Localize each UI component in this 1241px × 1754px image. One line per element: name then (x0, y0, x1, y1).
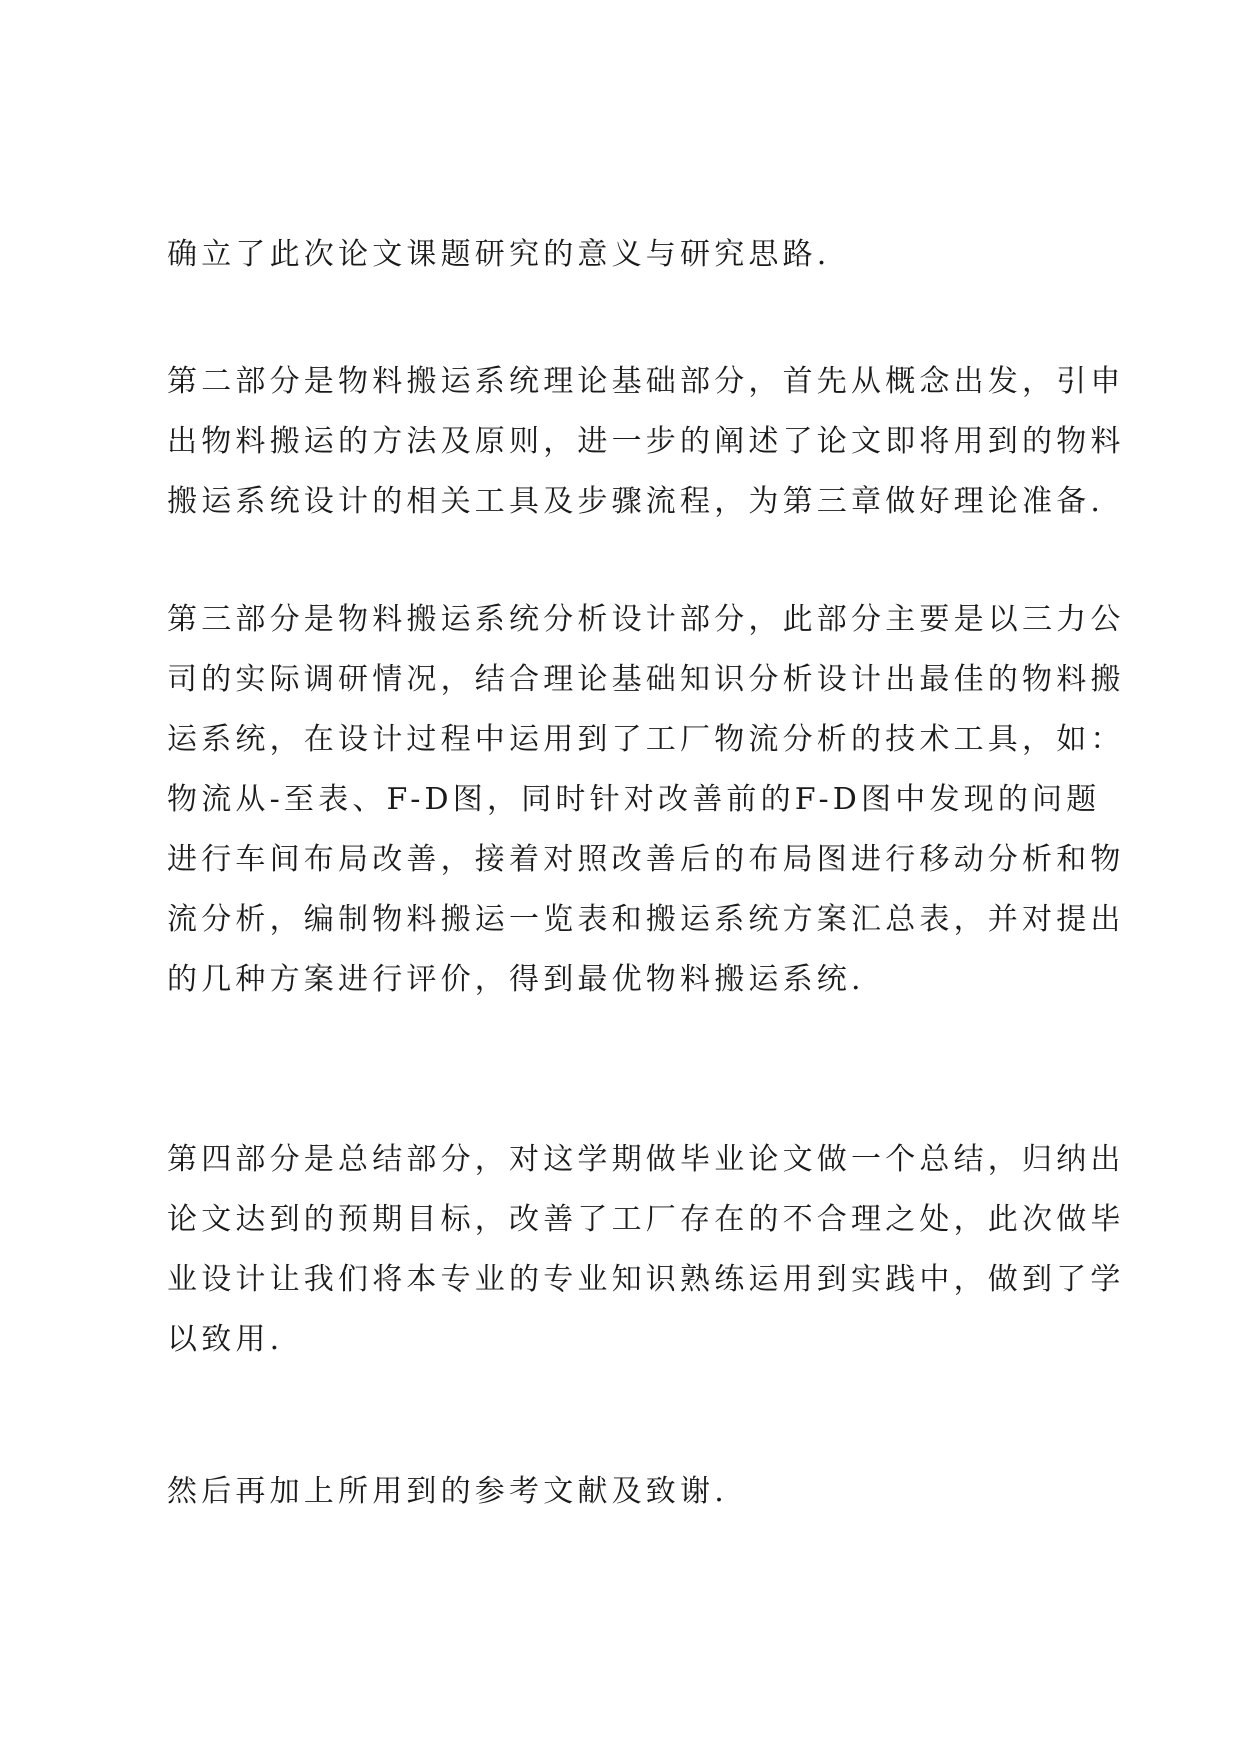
paragraph-line: 第四部分是总结部分，对这学期做毕业论文做一个总结，归纳出 (167, 1142, 1125, 1177)
paragraph-line: 运系统，在设计过程中运用到了工厂物流分析的技术工具，如： (167, 722, 1125, 757)
paragraph-line: 司的实际调研情况，结合理论基础知识分析设计出最佳的物料搬 (167, 662, 1125, 697)
paragraph-intro-conclusion (167, 225, 1097, 285)
paragraph-references (167, 1462, 1097, 1522)
paragraph-part-three (167, 590, 1125, 1010)
paragraph-line: 论文达到的预期目标，改善了工厂存在的不合理之处，此次做毕 (167, 1202, 1125, 1237)
paragraph-line: 然后再加上所用到的参考文献及致谢. (167, 1474, 728, 1509)
paragraph-line: 进行车间布局改善，接着对照改善后的布局图进行移动分析和物 (167, 842, 1125, 877)
paragraph-line: 流分析，编制物料搬运一览表和搬运系统方案汇总表，并对提出 (167, 902, 1125, 937)
paragraph-part-four (167, 1130, 1125, 1370)
paragraph-line: 第三部分是物料搬运系统分析设计部分，此部分主要是以三力公 (167, 602, 1125, 637)
paragraph-line: 搬运系统设计的相关工具及步骤流程，为第三章做好理论准备. (167, 484, 1105, 519)
paragraph-part-two (167, 352, 1125, 532)
paragraph-line: 第二部分是物料搬运系统理论基础部分，首先从概念出发，引申 (167, 364, 1125, 399)
paragraph-line: 业设计让我们将本专业的专业知识熟练运用到实践中，做到了学 (167, 1262, 1125, 1297)
paragraph-line: 的几种方案进行评价，得到最优物料搬运系统. (167, 962, 865, 997)
paragraph-line: 物流从-至表、F-D图，同时针对改善前的F-D图中发现的问题 (167, 782, 1101, 817)
paragraph-line: 出物料搬运的方法及原则，进一步的阐述了论文即将用到的物料 (167, 424, 1125, 459)
paragraph-line: 确立了此次论文课题研究的意义与研究思路. (167, 237, 831, 272)
paragraph-line: 以致用. (167, 1322, 284, 1357)
